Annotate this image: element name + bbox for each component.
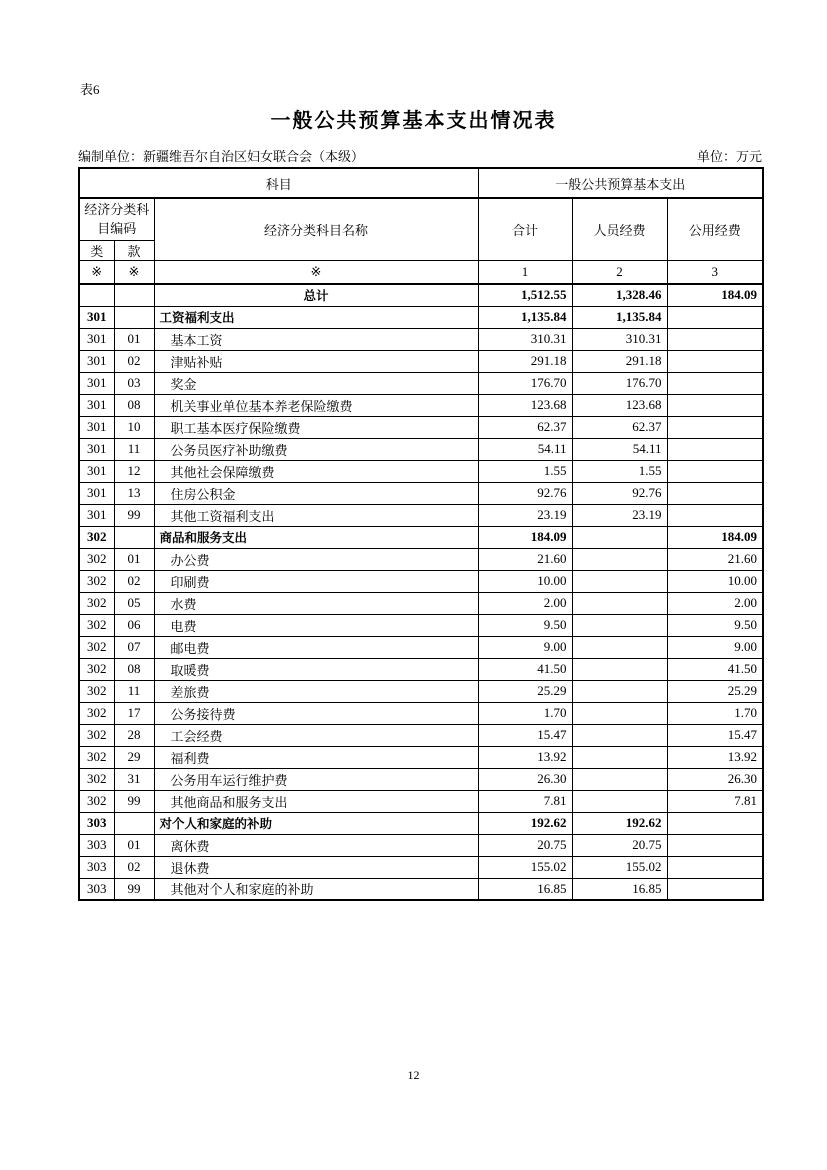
code-class-cell: 301: [79, 438, 114, 460]
code-class-cell: 301: [79, 306, 114, 328]
personnel-cell: [572, 680, 667, 702]
code-item-cell: [114, 526, 154, 548]
public-cell: [667, 834, 763, 856]
code-item-cell: [114, 306, 154, 328]
code-item-cell: 03: [114, 372, 154, 394]
table-body: [79, 284, 763, 900]
public-cell: [667, 460, 763, 482]
name-cell: 电费: [154, 614, 478, 636]
page-title: 一般公共预算基本支出情况表: [270, 110, 557, 132]
header-code-item: 款: [114, 240, 154, 260]
prepared-by-label: 编制单位：新疆维吾尔自治区妇女联合会（本级）: [78, 149, 365, 164]
code-item-cell: 17: [114, 702, 154, 724]
public-cell: [667, 878, 763, 900]
personnel-cell: 291.18: [572, 350, 667, 372]
code-class-cell: 301: [79, 328, 114, 350]
table-row: [79, 592, 763, 614]
personnel-cell: 176.70: [572, 372, 667, 394]
name-cell: 公务用车运行维护费: [154, 768, 478, 790]
code-item-cell: 99: [114, 878, 154, 900]
code-item-cell: 07: [114, 636, 154, 658]
personnel-cell: 20.75: [572, 834, 667, 856]
table-row: [79, 438, 763, 460]
table-row: [79, 724, 763, 746]
name-cell: 奖金: [154, 372, 478, 394]
table-row: [79, 350, 763, 372]
code-item-cell: 28: [114, 724, 154, 746]
table-header: [79, 168, 763, 284]
personnel-cell: [572, 768, 667, 790]
total-cell: 291.18: [478, 350, 572, 372]
name-cell: 其他工资福利支出: [154, 504, 478, 526]
table-row: [79, 878, 763, 900]
personnel-cell: 54.11: [572, 438, 667, 460]
code-item-cell: 02: [114, 570, 154, 592]
code-item-cell: 02: [114, 856, 154, 878]
code-class-cell: 302: [79, 702, 114, 724]
code-item-cell: 99: [114, 504, 154, 526]
public-cell: 41.50: [667, 658, 763, 680]
code-item-cell: 12: [114, 460, 154, 482]
personnel-cell: [572, 526, 667, 548]
name-cell: 基本工资: [154, 328, 478, 350]
code-item-cell: 06: [114, 614, 154, 636]
code-class-cell: 302: [79, 548, 114, 570]
total-cell: 192.62: [478, 812, 572, 834]
table-row: [79, 812, 763, 834]
code-class-cell: 301: [79, 372, 114, 394]
code-class-cell: 301: [79, 416, 114, 438]
total-cell: 21.60: [478, 548, 572, 570]
code-item-cell: 11: [114, 680, 154, 702]
total-cell: 1,512.55: [478, 284, 572, 306]
code-item-cell: [114, 812, 154, 834]
name-cell: 公务员医疗补助缴费: [154, 438, 478, 460]
table-row: [79, 636, 763, 658]
personnel-cell: [572, 614, 667, 636]
personnel-cell: 92.76: [572, 482, 667, 504]
total-cell: 13.92: [478, 746, 572, 768]
mark-cell: ※: [154, 260, 478, 284]
name-cell: 福利费: [154, 746, 478, 768]
code-item-cell: 01: [114, 548, 154, 570]
code-class-cell: 302: [79, 592, 114, 614]
code-item-cell: 02: [114, 350, 154, 372]
total-cell: 20.75: [478, 834, 572, 856]
code-class-cell: 303: [79, 812, 114, 834]
table-row: [79, 328, 763, 350]
total-cell: 184.09: [478, 526, 572, 548]
total-cell: 23.19: [478, 504, 572, 526]
meta-row: [78, 146, 762, 165]
header-subject-group: 科目: [79, 168, 478, 198]
mark-cell: ※: [79, 260, 114, 284]
budget-table: [78, 167, 764, 901]
table-row: [79, 460, 763, 482]
personnel-cell: [572, 548, 667, 570]
name-cell: 对个人和家庭的补助: [154, 812, 478, 834]
unit-label: 单位：万元: [696, 149, 762, 164]
name-cell: 水费: [154, 592, 478, 614]
total-cell: 1,135.84: [478, 306, 572, 328]
public-cell: [667, 856, 763, 878]
total-cell: 26.30: [478, 768, 572, 790]
code-item-cell: 05: [114, 592, 154, 614]
code-item-cell: 13: [114, 482, 154, 504]
column-number: 2: [572, 260, 667, 284]
name-cell: 其他商品和服务支出: [154, 790, 478, 812]
table-row: [79, 284, 763, 306]
public-cell: 7.81: [667, 790, 763, 812]
code-item-cell: 29: [114, 746, 154, 768]
personnel-cell: [572, 790, 667, 812]
public-cell: 21.60: [667, 548, 763, 570]
header-total: 合计: [478, 198, 572, 260]
personnel-cell: [572, 570, 667, 592]
table-row: [79, 570, 763, 592]
personnel-cell: 1,135.84: [572, 306, 667, 328]
total-cell: 2.00: [478, 592, 572, 614]
personnel-cell: 192.62: [572, 812, 667, 834]
total-cell: 310.31: [478, 328, 572, 350]
personnel-cell: 1.55: [572, 460, 667, 482]
name-cell: 退休费: [154, 856, 478, 878]
total-cell: 62.37: [478, 416, 572, 438]
code-class-cell: 303: [79, 856, 114, 878]
total-cell: 54.11: [478, 438, 572, 460]
table-row: [79, 394, 763, 416]
table-row: [79, 548, 763, 570]
code-item-cell: 99: [114, 790, 154, 812]
personnel-cell: [572, 702, 667, 724]
table-row: [79, 416, 763, 438]
personnel-cell: 23.19: [572, 504, 667, 526]
header-code-class: 类: [79, 240, 114, 260]
table-row: [79, 306, 763, 328]
name-cell: 总计: [154, 284, 478, 306]
table-row: [79, 504, 763, 526]
public-cell: [667, 812, 763, 834]
personnel-cell: 16.85: [572, 878, 667, 900]
code-class-cell: 302: [79, 680, 114, 702]
code-item-cell: 08: [114, 394, 154, 416]
public-cell: 184.09: [667, 526, 763, 548]
code-item-cell: 08: [114, 658, 154, 680]
table-row: [79, 614, 763, 636]
name-cell: 住房公积金: [154, 482, 478, 504]
table-row: [79, 790, 763, 812]
total-cell: 92.76: [478, 482, 572, 504]
header-code-group: 经济分类科目编码: [79, 198, 154, 240]
personnel-cell: 62.37: [572, 416, 667, 438]
table-row: [79, 702, 763, 724]
public-cell: [667, 328, 763, 350]
name-cell: 工会经费: [154, 724, 478, 746]
name-cell: 邮电费: [154, 636, 478, 658]
code-class-cell: 303: [79, 834, 114, 856]
name-cell: 办公费: [154, 548, 478, 570]
public-cell: [667, 394, 763, 416]
table-row: [79, 746, 763, 768]
table-row: [79, 372, 763, 394]
code-class-cell: 302: [79, 570, 114, 592]
public-cell: [667, 306, 763, 328]
personnel-cell: 1,328.46: [572, 284, 667, 306]
table-label: 表6: [80, 82, 100, 97]
code-class-cell: 302: [79, 724, 114, 746]
header-public: 公用经费: [667, 198, 763, 260]
public-cell: [667, 504, 763, 526]
public-cell: [667, 438, 763, 460]
name-cell: 商品和服务支出: [154, 526, 478, 548]
public-cell: 13.92: [667, 746, 763, 768]
public-cell: [667, 372, 763, 394]
total-cell: 15.47: [478, 724, 572, 746]
personnel-cell: 310.31: [572, 328, 667, 350]
total-cell: 9.00: [478, 636, 572, 658]
public-cell: 26.30: [667, 768, 763, 790]
code-item-cell: 01: [114, 834, 154, 856]
header-name: 经济分类科目名称: [154, 198, 478, 260]
public-cell: 9.50: [667, 614, 763, 636]
code-class-cell: 301: [79, 482, 114, 504]
code-item-cell: 31: [114, 768, 154, 790]
code-class-cell: 301: [79, 350, 114, 372]
code-class-cell: 301: [79, 394, 114, 416]
code-class-cell: 302: [79, 768, 114, 790]
public-cell: 9.00: [667, 636, 763, 658]
table-row: [79, 482, 763, 504]
name-cell: 机关事业单位基本养老保险缴费: [154, 394, 478, 416]
code-class-cell: 301: [79, 460, 114, 482]
total-cell: 155.02: [478, 856, 572, 878]
total-cell: 9.50: [478, 614, 572, 636]
public-cell: 1.70: [667, 702, 763, 724]
personnel-cell: 155.02: [572, 856, 667, 878]
name-cell: 公务接待费: [154, 702, 478, 724]
public-cell: [667, 350, 763, 372]
mark-cell: ※: [114, 260, 154, 284]
personnel-cell: [572, 724, 667, 746]
page-number: 12: [407, 1068, 420, 1082]
header-personnel: 人员经费: [572, 198, 667, 260]
public-cell: 10.00: [667, 570, 763, 592]
total-cell: 7.81: [478, 790, 572, 812]
table-row: [79, 768, 763, 790]
total-cell: 1.70: [478, 702, 572, 724]
code-item-cell: 01: [114, 328, 154, 350]
total-cell: 41.50: [478, 658, 572, 680]
code-item-cell: 10: [114, 416, 154, 438]
public-cell: 15.47: [667, 724, 763, 746]
code-item-cell: [114, 284, 154, 306]
total-cell: 1.55: [478, 460, 572, 482]
public-cell: 184.09: [667, 284, 763, 306]
table-row: [79, 856, 763, 878]
total-cell: 16.85: [478, 878, 572, 900]
personnel-cell: [572, 592, 667, 614]
public-cell: [667, 416, 763, 438]
code-class-cell: 302: [79, 746, 114, 768]
personnel-cell: [572, 636, 667, 658]
table-row: [79, 658, 763, 680]
total-cell: 10.00: [478, 570, 572, 592]
code-class-cell: 302: [79, 614, 114, 636]
name-cell: 取暖费: [154, 658, 478, 680]
code-item-cell: 11: [114, 438, 154, 460]
code-class-cell: [79, 284, 114, 306]
personnel-cell: [572, 746, 667, 768]
name-cell: 津贴补贴: [154, 350, 478, 372]
public-cell: 25.29: [667, 680, 763, 702]
total-cell: 25.29: [478, 680, 572, 702]
name-cell: 印刷费: [154, 570, 478, 592]
name-cell: 其他对个人和家庭的补助: [154, 878, 478, 900]
code-class-cell: 302: [79, 790, 114, 812]
column-number: 1: [478, 260, 572, 284]
code-class-cell: 302: [79, 526, 114, 548]
total-cell: 123.68: [478, 394, 572, 416]
code-class-cell: 301: [79, 504, 114, 526]
name-cell: 其他社会保障缴费: [154, 460, 478, 482]
header-budget-group: 一般公共预算基本支出: [478, 168, 763, 198]
name-cell: 差旅费: [154, 680, 478, 702]
code-class-cell: 303: [79, 878, 114, 900]
table-row: [79, 680, 763, 702]
personnel-cell: [572, 658, 667, 680]
column-number: 3: [667, 260, 763, 284]
name-cell: 工资福利支出: [154, 306, 478, 328]
public-cell: 2.00: [667, 592, 763, 614]
code-class-cell: 302: [79, 658, 114, 680]
personnel-cell: 123.68: [572, 394, 667, 416]
total-cell: 176.70: [478, 372, 572, 394]
table-row: [79, 526, 763, 548]
name-cell: 职工基本医疗保险缴费: [154, 416, 478, 438]
code-class-cell: 302: [79, 636, 114, 658]
table-row: [79, 834, 763, 856]
public-cell: [667, 482, 763, 504]
name-cell: 离休费: [154, 834, 478, 856]
